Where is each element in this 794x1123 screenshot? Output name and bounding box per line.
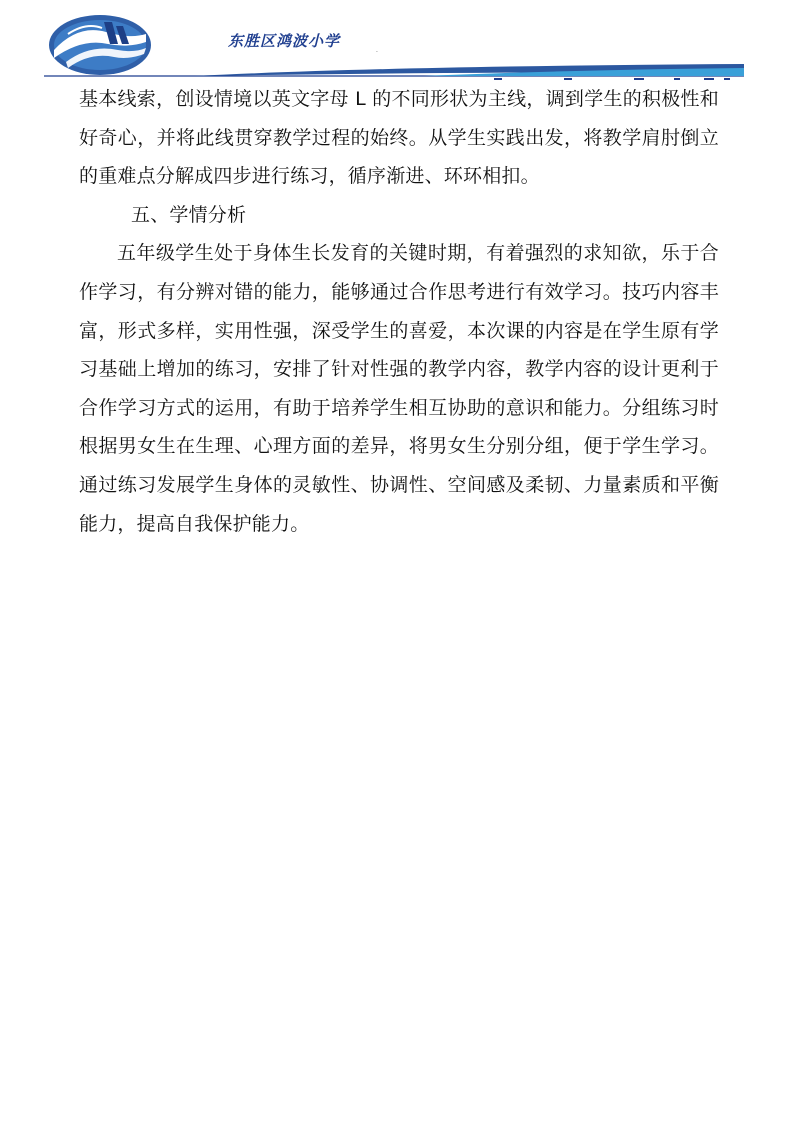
paragraph-1: 基本线索，创设情境以英文字母 L 的不同形状为主线，调到学生的积极性和好奇心，并将此线贯穿教学过程的始终。从学生实践出发，将教学肩肘倒立的重难点分解成四步进行练习，循序渐进、环环相扣。 bbox=[79, 88, 719, 188]
page-header bbox=[0, 0, 794, 88]
section-heading-5: 五、学情分析 bbox=[131, 203, 247, 226]
small-mark: . bbox=[376, 47, 378, 54]
document-body bbox=[79, 80, 719, 543]
school-name: 东胜区鸿波小学 bbox=[228, 32, 341, 50]
paragraph-2: 五年级学生处于身体生长发育的关键时期，有着强烈的求知欲，乐于合作学习，有分辨对错的能力，能够通过合作思考进行有效学习。技巧内容丰富，形式多样，实用性强，深受学生的喜爱，本次课的内容是在学生原有学习基础上增加的练习，安排了针对性强的教学内容，教学内容的设计更利于合作学习方式的运用，有助于培养学生相互协助的意识和能力。分组练习时根据男女生在生理、心理方面的差异，将男女生分别分组，便于学生学习。通过练习发展学生身体的灵敏性、协调性、空间感及柔韧、力量素质和平衡能力，提高自我保护能力。 bbox=[79, 242, 719, 535]
